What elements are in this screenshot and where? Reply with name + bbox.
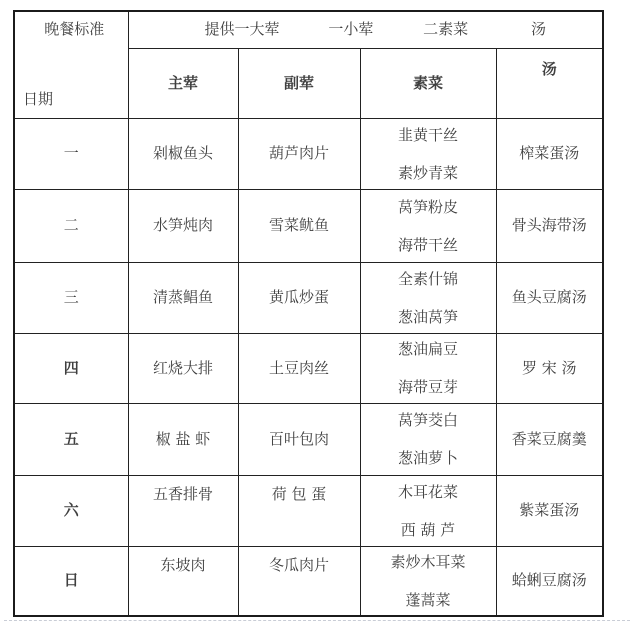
veg-dish-2: 西 葫 芦 [400,520,456,539]
day-cell: 二 [14,189,128,262]
banner-item-soup: 汤 [530,20,546,39]
date-label: 日期 [23,89,54,108]
banner-item-small-meat: 一小荤 [328,20,374,39]
table-row [14,262,603,333]
dinner-menu-table [13,10,604,617]
veg-dish-cell [360,403,496,475]
table-row [14,189,603,262]
table-row [14,546,603,616]
veg-dish-1: 全素什锦 [397,269,458,288]
veg-dish-1: 葱油扁豆 [397,340,458,358]
veg-dish-2: 海带干丝 [397,235,458,254]
main-dish-cell: 红烧大排 [128,333,238,403]
soup-cell: 蛤蜊豆腐汤 [496,546,603,616]
veg-dish-2: 葱油萝卜 [397,449,458,467]
banner-item-veg: 二素菜 [423,20,469,39]
main-dish-cell: 五香排骨 [128,475,238,546]
veg-dish-cell [360,475,496,546]
column-header-veg-dish: 素菜 [360,48,496,118]
sub-dish-cell: 冬瓜肉片 [238,546,360,616]
banner-item-big-meat: 提供一大荤 [204,20,280,39]
veg-dish-cell [360,546,496,616]
veg-dish-cell [360,118,496,189]
day-cell: 五 [14,403,128,475]
veg-dish-1: 素炒木耳菜 [390,552,466,571]
column-header-main-dish: 主荤 [128,48,238,118]
veg-dish-2: 素炒青菜 [397,163,458,182]
day-cell: 四 [14,333,128,403]
veg-dish-1: 韭黄干丝 [397,125,458,144]
dinner-standard-label: 晚餐标准 [44,20,105,38]
main-dish-cell: 东坡肉 [128,546,238,616]
day-cell: 六 [14,475,128,546]
column-header-soup: 汤 [496,48,603,118]
soup-cell: 榨菜蛋汤 [496,118,603,189]
main-dish-cell: 剁椒鱼头 [128,118,238,189]
sub-dish-cell: 土豆肉丝 [238,333,360,403]
veg-dish-2: 葱油莴笋 [397,307,458,326]
veg-dish-1: 莴笋茭白 [397,411,458,429]
sub-dish-cell: 葫芦肉片 [238,118,360,189]
main-dish-cell: 清蒸鲳鱼 [128,262,238,333]
column-header-sub-dish: 副荤 [238,48,360,118]
banner-cell [128,11,603,48]
veg-dish-2: 蓬蒿菜 [405,590,451,609]
main-dish-cell: 椒 盐 虾 [128,403,238,475]
veg-dish-cell [360,262,496,333]
soup-cell: 鱼头豆腐汤 [496,262,603,333]
corner-header-cell [14,11,128,118]
veg-dish-2: 海带豆芽 [397,378,458,396]
day-cell: 日 [14,546,128,616]
sub-dish-cell: 雪菜鱿鱼 [238,189,360,262]
veg-dish-1: 莴笋粉皮 [397,197,458,216]
page-bottom-dashed-divider [4,620,630,621]
soup-cell: 香菜豆腐羹 [496,403,603,475]
table-row [14,118,603,189]
soup-cell: 罗 宋 汤 [496,333,603,403]
veg-dish-cell [360,189,496,262]
table-row [14,475,603,546]
day-cell: 三 [14,262,128,333]
table-row [14,333,603,403]
soup-cell: 紫菜蛋汤 [496,475,603,546]
veg-dish-cell [360,333,496,403]
day-cell: 一 [14,118,128,189]
sub-dish-cell: 黄瓜炒蛋 [238,262,360,333]
table-row [14,403,603,475]
main-dish-cell: 水笋炖肉 [128,189,238,262]
veg-dish-1: 木耳花菜 [397,482,458,501]
soup-cell: 骨头海带汤 [496,189,603,262]
sub-dish-cell: 荷 包 蛋 [238,475,360,546]
sub-dish-cell: 百叶包肉 [238,403,360,475]
